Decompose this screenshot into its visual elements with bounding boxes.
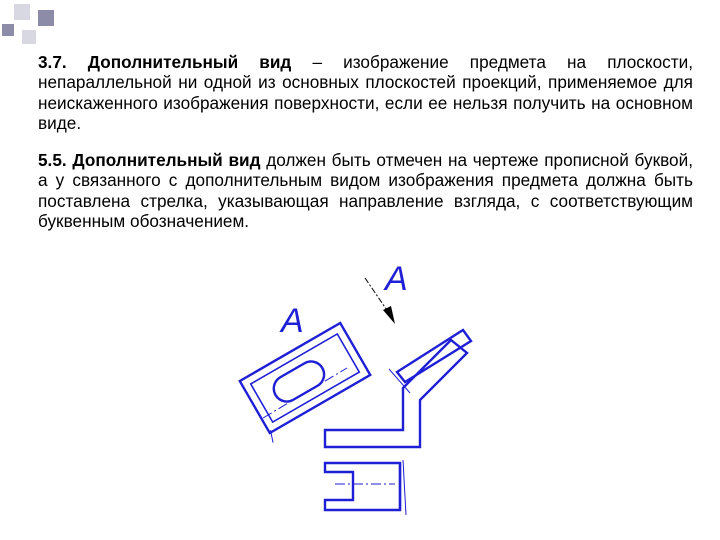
term-additional-view: 3.7. Дополнительный вид — [38, 52, 292, 72]
definition-paragraph — [38, 52, 693, 133]
plate-outline — [240, 323, 370, 433]
arrow-letter: А — [385, 260, 408, 298]
slot-outline — [269, 357, 329, 407]
additional-view-plate — [238, 323, 375, 443]
view-letter: А — [281, 302, 304, 340]
bottom-view — [325, 463, 400, 510]
rule-text: должен быть отмечен на чертеже прописной буквой, а у связанного с дополнительным видом изображения предмета должна быть поставлена стрелка, указывающая направление взгляда, с соответствующим буквенным обозначением. — [38, 150, 693, 231]
definition-text: – изображение предмета на плоскости, непараллельной ни одной из основных плоскостей проекций, применяемое для неискаженного изображения поверхности, если ее нельзя получить на основном виде. — [38, 52, 693, 133]
term-additional-view-rule: 5.5. Дополнительный вид — [38, 150, 261, 170]
rule-paragraph — [38, 150, 693, 231]
technical-drawing — [225, 250, 685, 535]
break-line-bottom — [403, 460, 406, 515]
corner-decoration — [0, 0, 60, 60]
plate-inner-outline — [251, 334, 360, 422]
